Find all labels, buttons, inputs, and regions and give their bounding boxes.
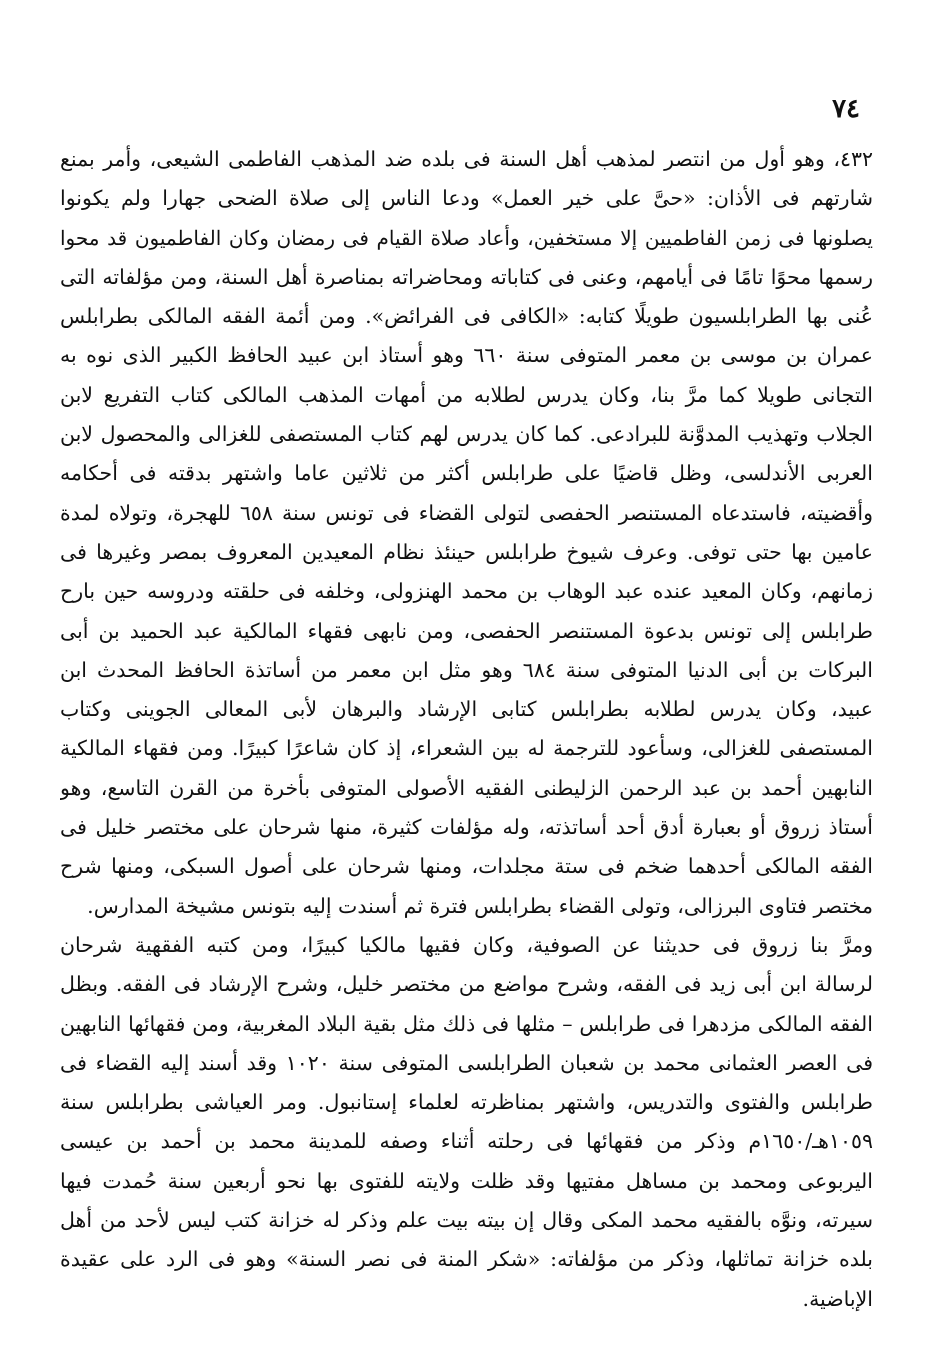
text-line: ٤٣٢، وهو أول من انتصر لمذهب أهل السنة فى بلده ضد المذهب الفاطمى الشيعى، وأمر بمنع bbox=[60, 147, 873, 171]
text-line: فى العصر العثمانى محمد بن شعبان الطرابلسى المتوفى سنة ١٠٢٠ وقد أسند إليه القضاء فى bbox=[60, 1050, 873, 1075]
text-line: الفقه المالكى أحدهما ضخم فى ستة مجلدات، ومنها شرحان على أصول السبكى، ومنها شرح bbox=[60, 854, 873, 879]
text-line: وأقضيته، فاستدعاه المستنصر الحفصى لتولى القضاء فى تونس سنة ٦٥٨ للهجرة، وتولاه لمدة bbox=[60, 500, 873, 525]
text-line: اليربوعى ومحمد بن مساهل مفتيها وقد ظلت ولايته للفتوى بها نحو أربعين سنة حُمدت فيها bbox=[60, 1168, 873, 1193]
text-line: عُنى بها الطرابلسيون طويلًا كتابه: «الكافى فى الفرائض». ومن أئمة الفقه المالكى بطرابلس bbox=[60, 304, 873, 329]
text-line: لرسالة ابن أبى زيد فى الفقه، وشرح مواضع من مختصر خليل، وشرح الإرشاد فى الفقه. وبظل bbox=[60, 972, 873, 997]
text-line: المستصفى للغزالى، وسأعود للترجمة له بين الشعراء، إذ كان شاعرًا كبيرًا. ومن فقهاء المالكية bbox=[60, 736, 873, 761]
text-line: شارتهم فى الأذان: «حىَّ على خير العمل» ودعا الناس إلى صلاة الضحى جهارا ولم يكونوا bbox=[60, 186, 873, 211]
text-line: الجلاب وتهذيب المدوَّنة للبرادعى. كما كان يدرس لهم كتاب المستصفى للغزالى والمحصول لابن bbox=[60, 422, 873, 447]
text-line: عبيد، وكان يدرس لطلابه بطرابلس كتابى الإرشاد والبرهان لأبى المعالى الجوينى وكتاب bbox=[60, 697, 873, 722]
text-line: طرابلس إلى تونس بدعوة المستنصر الحفصى، ومن نابهى فقهاء المالكية عبد الحميد بن أبى bbox=[60, 618, 873, 643]
text-line: العربى الأندلسى، وظل قاضيًا على طرابلس أكثر من ثلاثين عاما واشتهر بدقته فى أحكامه bbox=[60, 461, 873, 486]
body-text bbox=[60, 140, 873, 1319]
text-line: النابهين أحمد بن عبد الرحمن الزليطنى الفقيه الأصولى المتوفى بأخرة من القرن التاسع، وهو bbox=[60, 775, 873, 800]
text-line: أستاذ زروق أو بعبارة أدق أحد أساتذته، وله مؤلفات كثيرة، منها شرحان على مختصر خليل فى bbox=[60, 815, 873, 840]
text-line: زمانهم، وكان المعيد عنده عبد الوهاب بن محمد الهنزولى، وخلفه فى حلقته ودروسه حين بارح bbox=[60, 579, 873, 604]
text-line: الإباضية. bbox=[802, 1286, 873, 1311]
text-line: ١٠٥٩هـ/١٦٥٠م وذكر من فقهائها فى رحلته أثناء وصفه للمدينة محمد بن أحمد بن عيسى bbox=[60, 1129, 873, 1154]
text-line: التجانى طويلا كما مرَّ بنا، وكان يدرس لطلابه من أمهات المذهب المالكى كتاب التفريع لابن bbox=[60, 382, 873, 407]
text-line: ومرَّ بنا زروق فى حديثنا عن الصوفية، وكان فقيها مالكيا كبيرًا، ومن كتبه الفقهية شرحان bbox=[60, 932, 873, 957]
text-line: طرابلس والفتوى والتدريس، واشتهر بمناظرته لعلماء إستانبول. ومر العياشى بطرابلس سنة bbox=[60, 1090, 873, 1115]
text-line: عمران بن موسى بن معمر المتوفى سنة ٦٦٠ وهو أستاذ ابن عبيد الحافظ الكبير الذى نوه به bbox=[60, 343, 873, 368]
text-line: بلده خزانة تماثلها، وذكر من مؤلفاته: «شكر المنة فى نصر السنة» وهو فى الرد على عقيدة bbox=[60, 1247, 873, 1272]
text-line: عامين بها حتى توفى. وعرف شيوخ طرابلس حينئذ نظام المعيدين المعروف بمصر وغيرها فى bbox=[60, 539, 873, 564]
text-line: يصلونها فى زمن الفاطميين إلا مستخفين، وأعاد صلاة القيام فى رمضان وكان الفاطميون قد محوا bbox=[60, 225, 873, 250]
page-number: ٧٤ bbox=[832, 94, 860, 124]
text-line: رسمها محوًا تامًا فى أيامهم، وعنى فى كتاباته ومحاضراته بمناصرة أهل السنة، ومن مؤلفاته التى bbox=[60, 264, 873, 289]
text-line: مختصر فتاوى البرزالى، وتولى القضاء بطرابلس فترة ثم أسندت إليه بتونس مشيخة المدارس. bbox=[87, 893, 873, 918]
text-line: البركات بن أبى الدنيا المتوفى سنة ٦٨٤ وهو مثل ابن معمر من أساتذة الحافظ المحدث ابن bbox=[60, 657, 873, 682]
text-line: الفقه المالكى مزدهرا فى طرابلس – مثلها فى ذلك مثل بقية البلاد المغربية، ومن فقهائها النابهين bbox=[60, 1011, 873, 1036]
text-line: سيرته، ونوَّه بالفقيه محمد المكى وقال إن بيته بيت علم وذكر له خزانة كتب ليس لأحد من أهل bbox=[60, 1208, 873, 1233]
